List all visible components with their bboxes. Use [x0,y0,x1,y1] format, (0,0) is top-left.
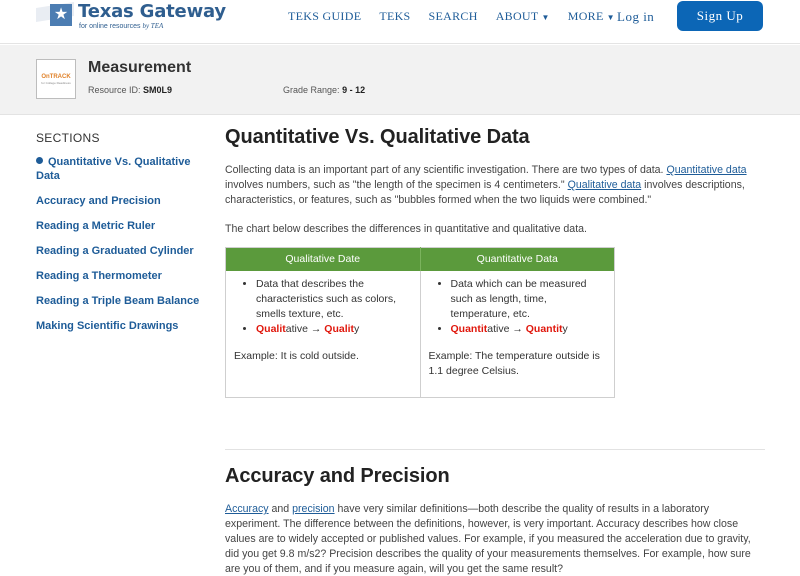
main-content [225,126,765,398]
comparison-table [225,247,615,398]
nav-more[interactable]: MORE ▼ [567,9,615,23]
grade-range: Grade Range: 9 - 12 [283,85,366,95]
precision-link[interactable]: precision [292,503,335,515]
section-title: Quantitative Vs. Qualitative Data [225,126,530,148]
nav-search[interactable]: SEARCH [428,9,478,23]
resource-title: Measurement [88,59,192,76]
list-item: • Quantitative → Quantity [451,322,607,337]
sidebar-item-metric-ruler[interactable]: Reading a Metric Ruler [36,220,156,232]
sidebar-item-thermometer[interactable]: Reading a Thermometer [36,270,162,282]
intro-paragraph: Collecting data is an important part of any scientific investigation. There are two types of data. Quantitative data involves numbers, such as "the length of the specimen is 4 centimeters." Qualitative data involves descriptions, characteristics, or features, such as "bubbles formed when the two liquids were combined." [225,164,747,206]
nav-teks-guide[interactable]: TEKS GUIDE [288,9,362,23]
nav-about[interactable]: ABOUT ▼ [495,9,550,23]
list-item: • Data which can be measured such as length, time, temperature, etc. [451,277,607,322]
qualitative-example: Example: It is cold outside. [234,349,359,362]
texas-gateway-logo[interactable] [36,2,226,31]
list-item: • Data that describes the characteristics such as colors, smells texture, etc. [256,277,412,322]
chart-intro: The chart below describes the differences in quantitative and qualitative data. [225,223,587,235]
resource-id: Resource ID: SM0L9 [88,85,173,95]
ontrack-logo: OnTRACK [41,73,71,80]
quantitative-cell [420,271,615,398]
quantitative-data-link[interactable]: Quantitative data [666,164,747,176]
resource-thumbnail: OnTRACK for College Readiness [36,59,76,99]
star-icon: ★ [36,2,74,30]
logo-subtitle: for online resources by TEA [79,22,164,30]
accuracy-paragraph: Accuracy and precision have very similar definitions—both describe the quality of results in a laboratory experiment. The difference between the definitions, however, is very important. Accuracy describes how close values are to widely accepted or published values. For example, if you measured the acceleration due to gravity, did you get 9.8 m/s2? Precision describes the quality of your measurements themselves. For example, how sure are you of them, and if you measure again, will you get the same result? [225,503,751,575]
table-header-quantitative: Quantitative Data [420,248,615,271]
sidebar-item-accuracy-precision[interactable]: Accuracy and Precision [36,195,161,207]
section-title: Accuracy and Precision [225,465,450,487]
accuracy-link[interactable]: Accuracy [225,503,269,515]
sections-sidebar [36,131,206,344]
table-header-qualitative: Qualitative Date [226,248,421,271]
login-link[interactable]: Log in [617,9,655,24]
sidebar-item-graduated-cylinder[interactable]: Reading a Graduated Cylinder [36,245,194,257]
main-nav [288,9,633,24]
accuracy-section [225,465,765,576]
qualitative-cell [226,271,421,398]
sidebar-item-scientific-drawings[interactable]: Making Scientific Drawings [36,320,179,332]
resource-header [0,45,800,115]
quantitative-example: Example: The temperature outside is 1.1 degree Celsius. [428,349,600,377]
list-item: • Qualitative → Quality [256,322,412,337]
top-header [0,0,800,44]
logo-title: Texas Gateway [78,1,226,22]
signup-button[interactable]: Sign Up [677,1,763,31]
sidebar-item-quantitative-qualitative[interactable]: Quantitative Vs. Qualitative Data [36,155,206,183]
sidebar-item-triple-beam-balance[interactable]: Reading a Triple Beam Balance [36,295,200,307]
chevron-down-icon: ▼ [606,13,615,22]
nav-teks[interactable]: TEKS [379,9,411,23]
qualitative-data-link[interactable]: Qualitative data [567,179,642,191]
section-divider [225,449,765,450]
chevron-down-icon: ▼ [541,13,550,22]
sidebar-heading: SECTIONS [36,131,100,145]
